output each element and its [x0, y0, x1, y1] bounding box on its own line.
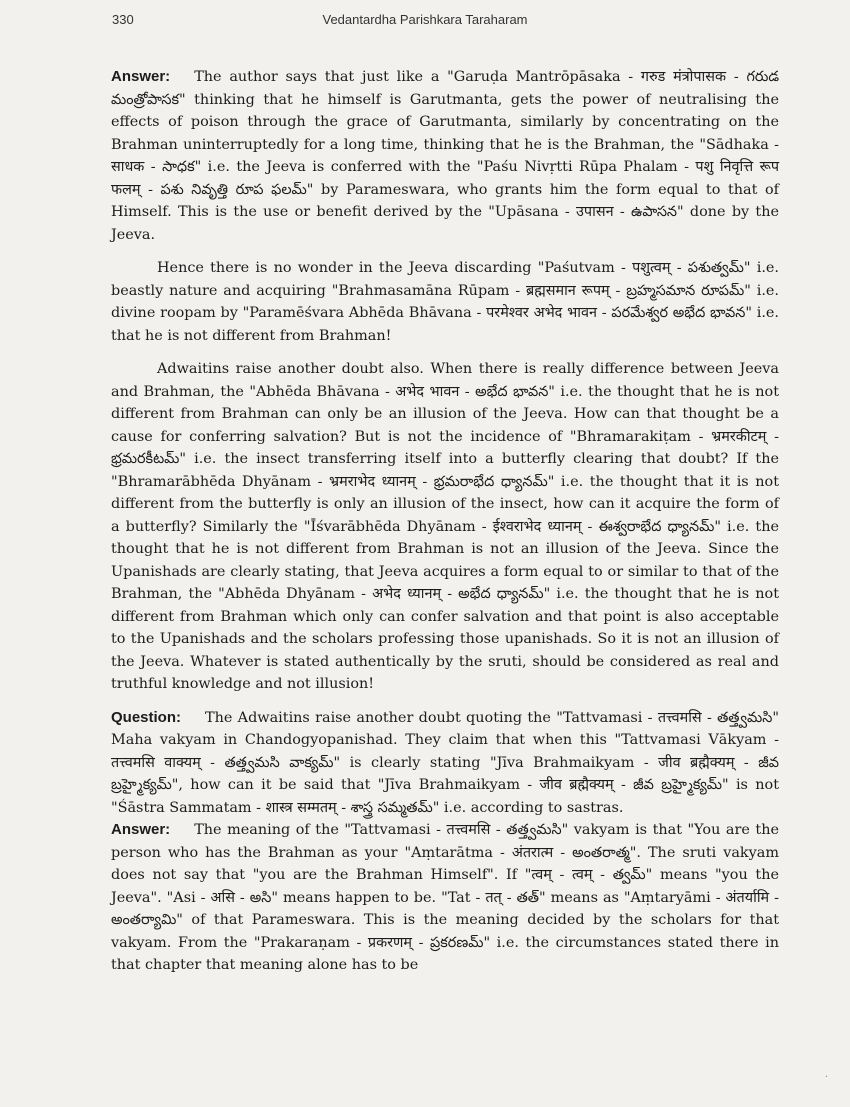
page-body [111, 66, 779, 977]
scan-speck: · [824, 1072, 828, 1083]
page-number: 330 [112, 12, 134, 27]
page-header [0, 10, 850, 34]
question-label: Question: [111, 708, 181, 726]
running-title: Vedantardha Parishkara Taraharam [322, 12, 528, 27]
answer-label: Answer: [111, 821, 171, 838]
paragraph-text: The meaning of the "Tattvamasi - तत्त्वमसि - తత్త్వమసి" vakyam is that "You are the person who has the Brahman as your "Aṃtarātma - अंतरात्म - అంతరాత్మ". The sruti vakyam does not say that "you are the Brahman Himself". If "त्वम् - त्वम् - త్వమ్" means "you the Jeeva". "Asi - असि - అసి" means happen to be. "Tat - तत् - తత్" means as "Aṃtaryāmi - अंतर्यामि - అంతర్యామి" of that Parameswara. This is the meaning decided by the scholars for that vakyam. From the "Prakaraṇam - प्रकरणम् - ప్రకరణమ్" i.e. the circumstances stated there in that chapter that meaning alone has to be [111, 822, 779, 973]
answer-paragraph [111, 819, 779, 977]
answer-paragraph [111, 66, 779, 246]
paragraph-text: The Adwaitins raise another doubt quoting the "Tattvamasi - तत्त्वमसि - తత్త్వమసి" Maha vakyam in Chandogyopanishad. They claim that when this "Tattvamasi Vākyam - तत्त्वमसि वाक्यम् - తత్త్వమసి వాక్యమ్" is clearly stating "Jīva Brahmaikyam - जीव ब्रह्मैक्यम् - జీవ బ్రహ్మైక్యమ్", how can it be said that "Jīva Brahmaikyam - जीव ब्रह्मैक्यम् - జీవ బ్రహ్మైక్యమ్" is not "Śāstra Sammatam - शास्त्र सम्मतम् - శాస్త్ర సమ్మతమ్" i.e. according to sastras. [111, 709, 779, 816]
question-paragraph [111, 707, 779, 820]
paragraph-text: Hence there is no wonder in the Jeeva discarding "Paśutvam - पशुत्वम् - పశుత్వమ్" i.e. beastly nature and acquiring "Brahmasamāna Rūpam - ब्रह्मसमान रूपम् - బ్రహ్మసమాన రూపమ్" i.e. divine roopam by "Paramēśvara Abhēda Bhāvana - परमेश्वर अभेद भावन - పరమేశ్వర అభేద భావన" i.e. that he is not different from Brahman! [111, 260, 779, 344]
body-paragraph [111, 257, 779, 347]
paragraph-text: The author says that just like a "Garuḍa Mantrōpāsaka - गरुड मंत्रोपासक - గరుడ మంత్రోపాసక" thinking that he himself is Garutmanta, gets the power of neutralising the effects of poison through the grace of Garutmanta, similarly by concentrating on the Brahman uninterruptedly for a long time, thinking that he is the Brahman, the "Sādhaka - साधक - సాధక" i.e. the Jeeva is conferred with the "Paśu Nivṛtti Rūpa Phalam - पशु निवृत्ति रूप फलम् - పశు నివృత్తి రూప ఫలమ్" by Parameswara, who grants him the form equal to that of Himself. This is the use or benefit derived by the "Upāsana - उपासन - ఉపాసన" done by the Jeeva. [111, 69, 779, 243]
body-paragraph [111, 358, 779, 696]
paragraph-text: Adwaitins raise another doubt also. When there is really difference between Jeeva and Brahman, the "Abhēda Bhāvana - अभेद भावन - అభేద భావన" i.e. the thought that he is not different from Brahman can only be an illusion of the Jeeva. How can that thought be a cause for conferring salvation? But is not the incidence of "Bhramarakiṭam - भ्रमरकीटम् - భ్రమరకీటమ్" i.e. the insect transferring itself into a butterfly clearing that doubt? If the "Bhramarābhēda Dhyānam - भ्रमराभेद ध्यानम् - భ్రమరాభేద ధ్యానమ్" i.e. the thought that it is not different from the butterfly is only an illusion of the insect, how can it acquire the form of a butterfly? Similarly the "Īśvarābhēda Dhyānam - ईश्वराभेद ध्यानम् - ఈశ్వరాభేద ధ్యానమ్" i.e. the thought that he is not different from Brahman is not an illusion of the Jeeva. Since the Upanishads are clearly stating, that Jeeva acquires a form equal to or similar to that of the Brahman, the "Abhēda Dhyānam - अभेद ध्यानम् - అభేద ధ్యానమ్" i.e. the thought that he is not different from Brahman which only can confer salvation and that point is also acceptable to the Upanishads and the scholars professing those upanishads. So it is not an illusion of the Jeeva. Whatever is stated authentically by the sruti, should be considered as real and truthful knowledge and not illusion! [111, 361, 779, 692]
answer-label: Answer: [111, 68, 171, 85]
